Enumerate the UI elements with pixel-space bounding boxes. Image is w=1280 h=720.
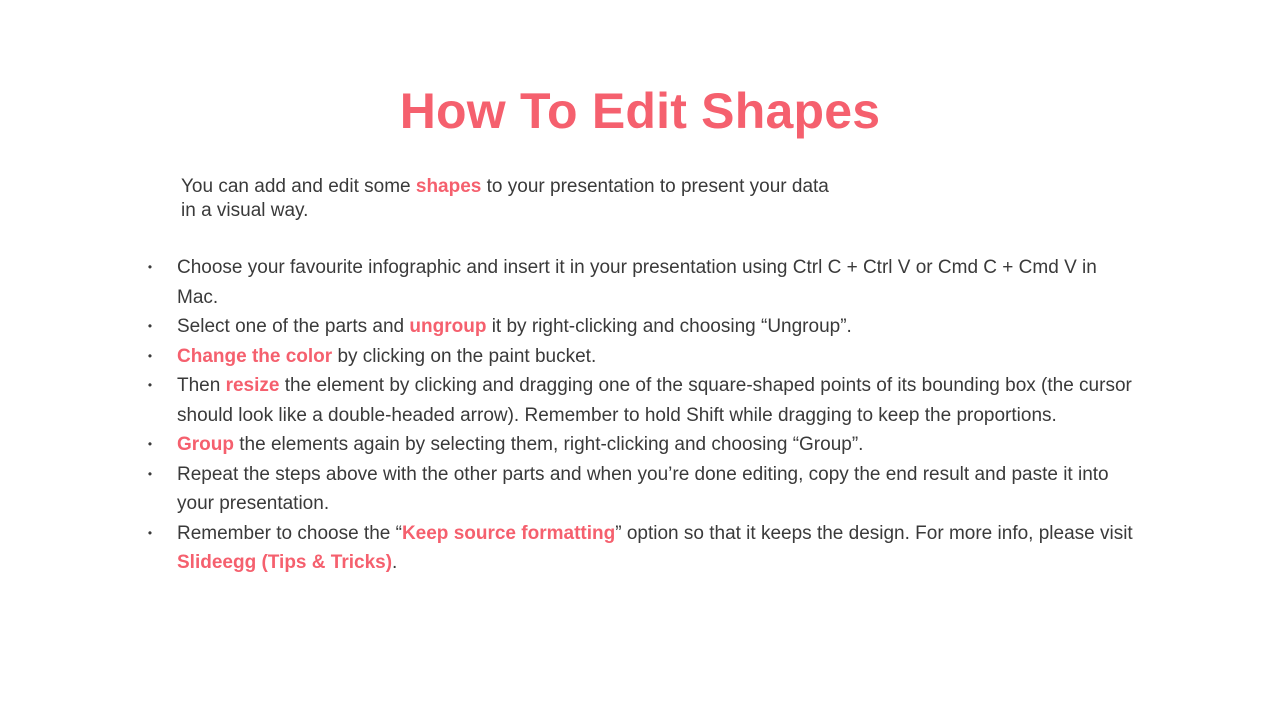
intro-text-after: to your presentation to present your data in a visual way. — [181, 176, 829, 221]
list-item-text-after: the element by clicking and dragging one of the square-shaped points of its bounding box (the cursor should look like a double-headed arrow). Remember to hold Shift while dragging to keep the proportions. — [177, 375, 1132, 426]
intro-highlight: shapes — [415, 176, 482, 197]
list-item — [145, 371, 1140, 430]
list-item-text-before: Select one of the parts and — [177, 316, 410, 337]
list-item — [145, 312, 1140, 342]
bullet-icon: • — [147, 466, 153, 481]
list-item-text-after: the elements again by selecting them, right-clicking and choosing “Group”. — [234, 434, 864, 455]
slide-title: How To Edit Shapes — [399, 83, 881, 139]
list-item-highlight: ungroup — [409, 316, 487, 337]
list-item-text-after: by clicking on the paint bucket. — [332, 345, 597, 367]
list-item — [145, 519, 1140, 578]
list-item-text-after: ” option so that it keeps the design. For more info, please visit — [615, 522, 1133, 544]
bullet-icon: • — [147, 319, 153, 333]
intro-text-before: You can add and edit some — [181, 176, 416, 197]
bullet-icon: • — [147, 437, 153, 451]
bullet-icon: • — [147, 525, 153, 540]
list-item-text-after: it by right-clicking and choosing “Ungroup”. — [486, 316, 852, 337]
list-item-highlight: Keep source formatting — [401, 522, 616, 544]
list-item — [145, 342, 1140, 372]
list-item-text: Choose your favourite infographic and insert it in your presentation using Ctrl C + Ctrl V or Cmd C + Cmd V in Mac. — [177, 257, 1097, 308]
list-item-highlight: Group — [177, 434, 234, 455]
intro-paragraph — [181, 175, 841, 223]
instruction-list — [145, 253, 1140, 578]
slideegg-link[interactable]: Slideegg (Tips & Tricks) — [177, 552, 393, 573]
list-item — [145, 253, 1140, 312]
list-item-text-before: Then — [177, 375, 226, 396]
list-item-highlight: resize — [225, 375, 280, 396]
list-item-text-end: . — [392, 552, 398, 573]
list-item-highlight: Change the color — [177, 345, 333, 367]
bullet-icon: • — [147, 378, 153, 392]
bullet-icon: • — [147, 260, 153, 274]
list-item-text-before: Remember to choose the “ — [177, 522, 402, 544]
list-item — [145, 460, 1140, 519]
list-item — [145, 430, 1140, 460]
list-item-text: Repeat the steps above with the other parts and when you’re done editing, copy the end result and paste it into your presentation. — [177, 463, 1109, 514]
bullet-icon: • — [147, 348, 153, 363]
